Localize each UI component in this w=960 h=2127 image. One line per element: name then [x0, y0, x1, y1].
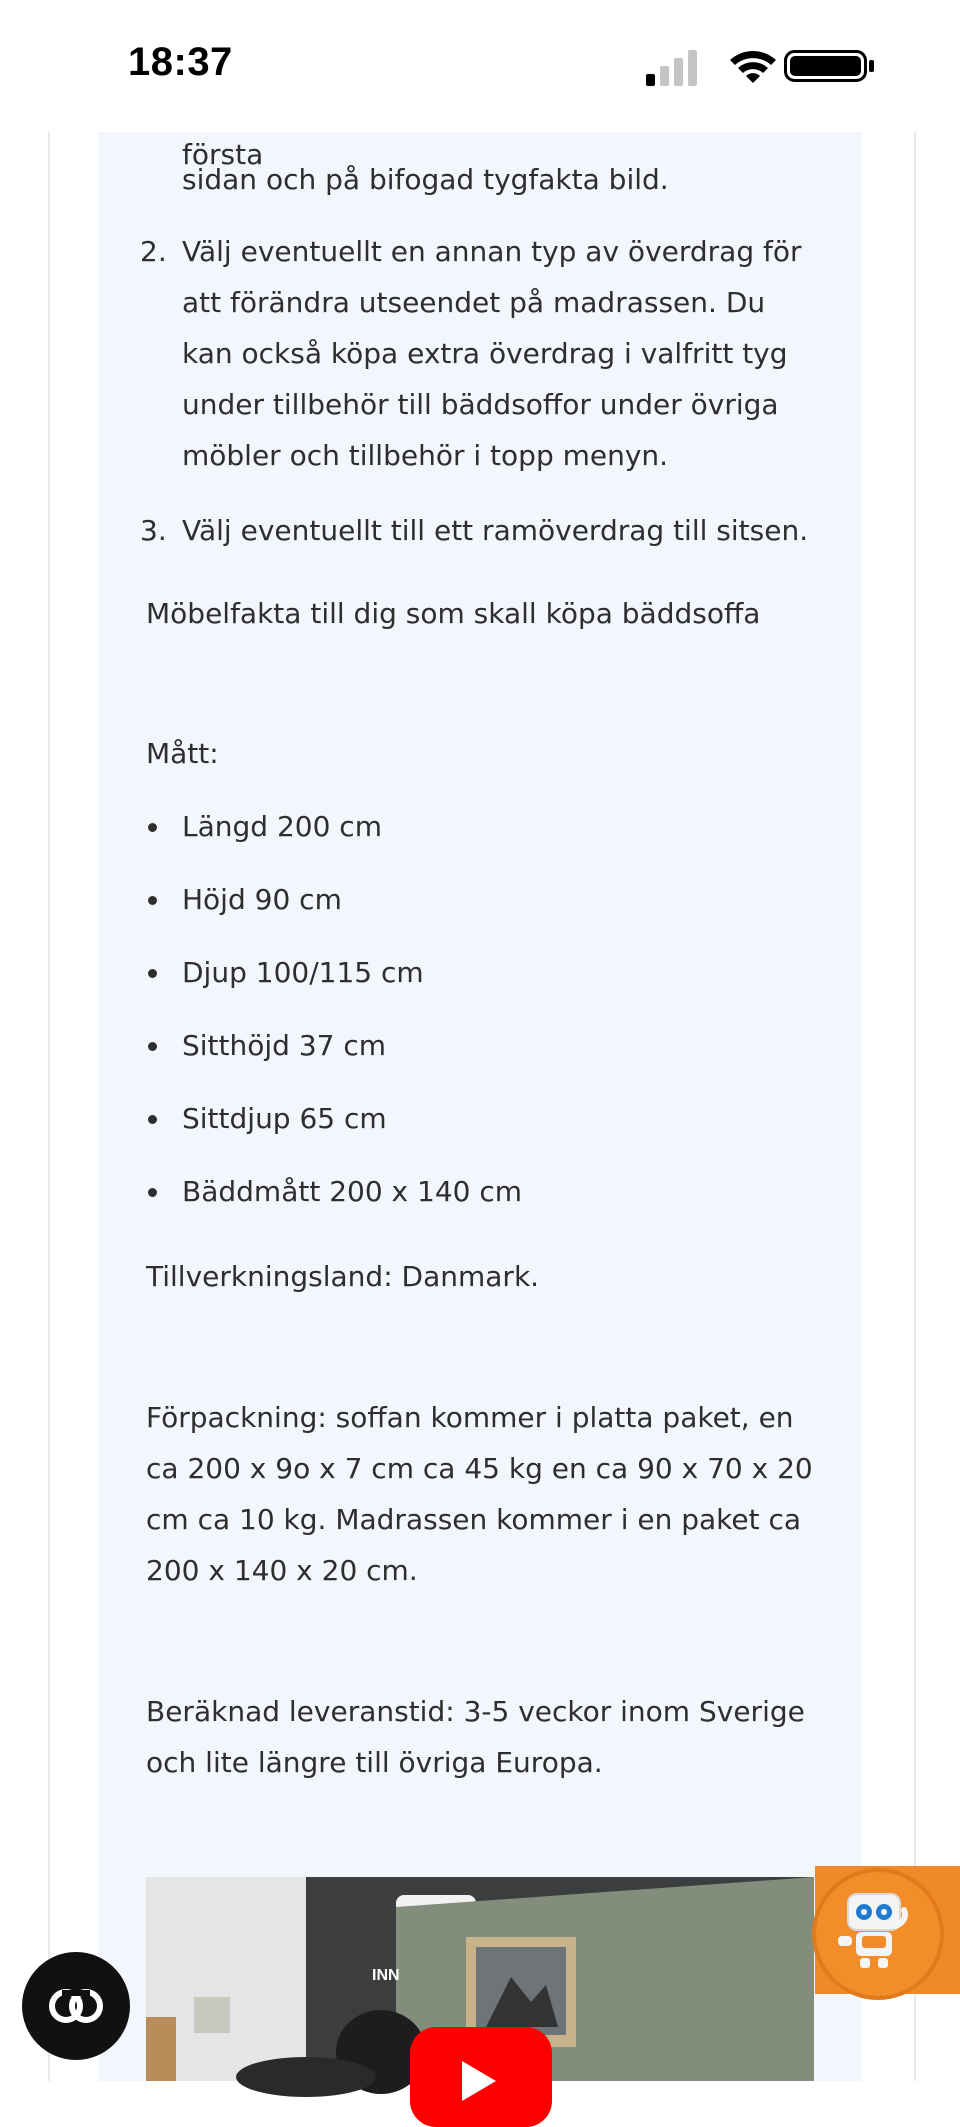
video-brand-text: INN: [372, 1967, 400, 1984]
dimension-item: Bäddmått 200 x 140 cm: [146, 1166, 814, 1217]
cookie-consent-icon: [22, 1952, 130, 2060]
instruction-item-1-text: sidan och på bifogad tygfakta bild.: [182, 163, 669, 196]
dimension-item: Höjd 90 cm: [146, 874, 814, 925]
dimension-item: Djup 100/115 cm: [146, 947, 814, 998]
delivery-time: Beräknad leveranstid: 3-5 veckor inom Sverige och lite längre till övriga Europa.: [146, 1695, 805, 1779]
dimension-item: Sitthöjd 37 cm: [146, 1020, 814, 1071]
status-bar: [0, 0, 960, 132]
instruction-item-3-text: Välj eventuellt till ett ramöverdrag till sitsen.: [182, 514, 809, 547]
dimensions-list: [146, 801, 814, 1239]
play-icon: [458, 2061, 498, 2101]
instruction-item-3-number: 3.: [140, 514, 167, 547]
measurements-heading: Mått:: [146, 737, 219, 770]
packaging-info: Förpackning: soffan kommer i platta paket, en ca 200 x 9o x 7 cm ca 45 kg en ca 90 x 70 x 20 cm ca 10 kg. Madrassen kommer i en paket ca 200 x 140 x 20 cm.: [146, 1401, 813, 1587]
wifi-icon: [728, 48, 778, 84]
robot-icon: [812, 1868, 936, 1992]
product-video-thumbnail[interactable]: [146, 1877, 814, 2081]
cookie-settings-button[interactable]: [22, 1952, 130, 2060]
cellular-signal-icon: [646, 50, 698, 86]
dimension-item: Längd 200 cm: [146, 801, 814, 852]
battery-icon: [784, 50, 876, 82]
instruction-item-2-text: Välj eventuellt en annan typ av överdrag för att förändra utseendet på madrassen. Du kan också köpa extra överdrag i valfritt tyg under tillbehör till bäddsoffor under övriga möbler och tillbehör i topp menyn.: [182, 235, 802, 472]
status-time: 18:37: [128, 40, 233, 84]
instruction-item-1-cut-text: första: [182, 138, 264, 171]
instruction-item-2-number: 2.: [140, 235, 167, 268]
instruction-item-2: [140, 226, 814, 481]
chatbot-launcher-button[interactable]: [812, 1868, 944, 2000]
facts-intro: Möbelfakta till dig som skall köpa bäddsoffa: [146, 597, 761, 630]
instruction-item-3: [140, 505, 814, 556]
video-play-button[interactable]: [410, 2027, 552, 2127]
manufacturing-country: Tillverkningsland: Danmark.: [146, 1260, 540, 1293]
dimension-item: Sittdjup 65 cm: [146, 1093, 814, 1144]
